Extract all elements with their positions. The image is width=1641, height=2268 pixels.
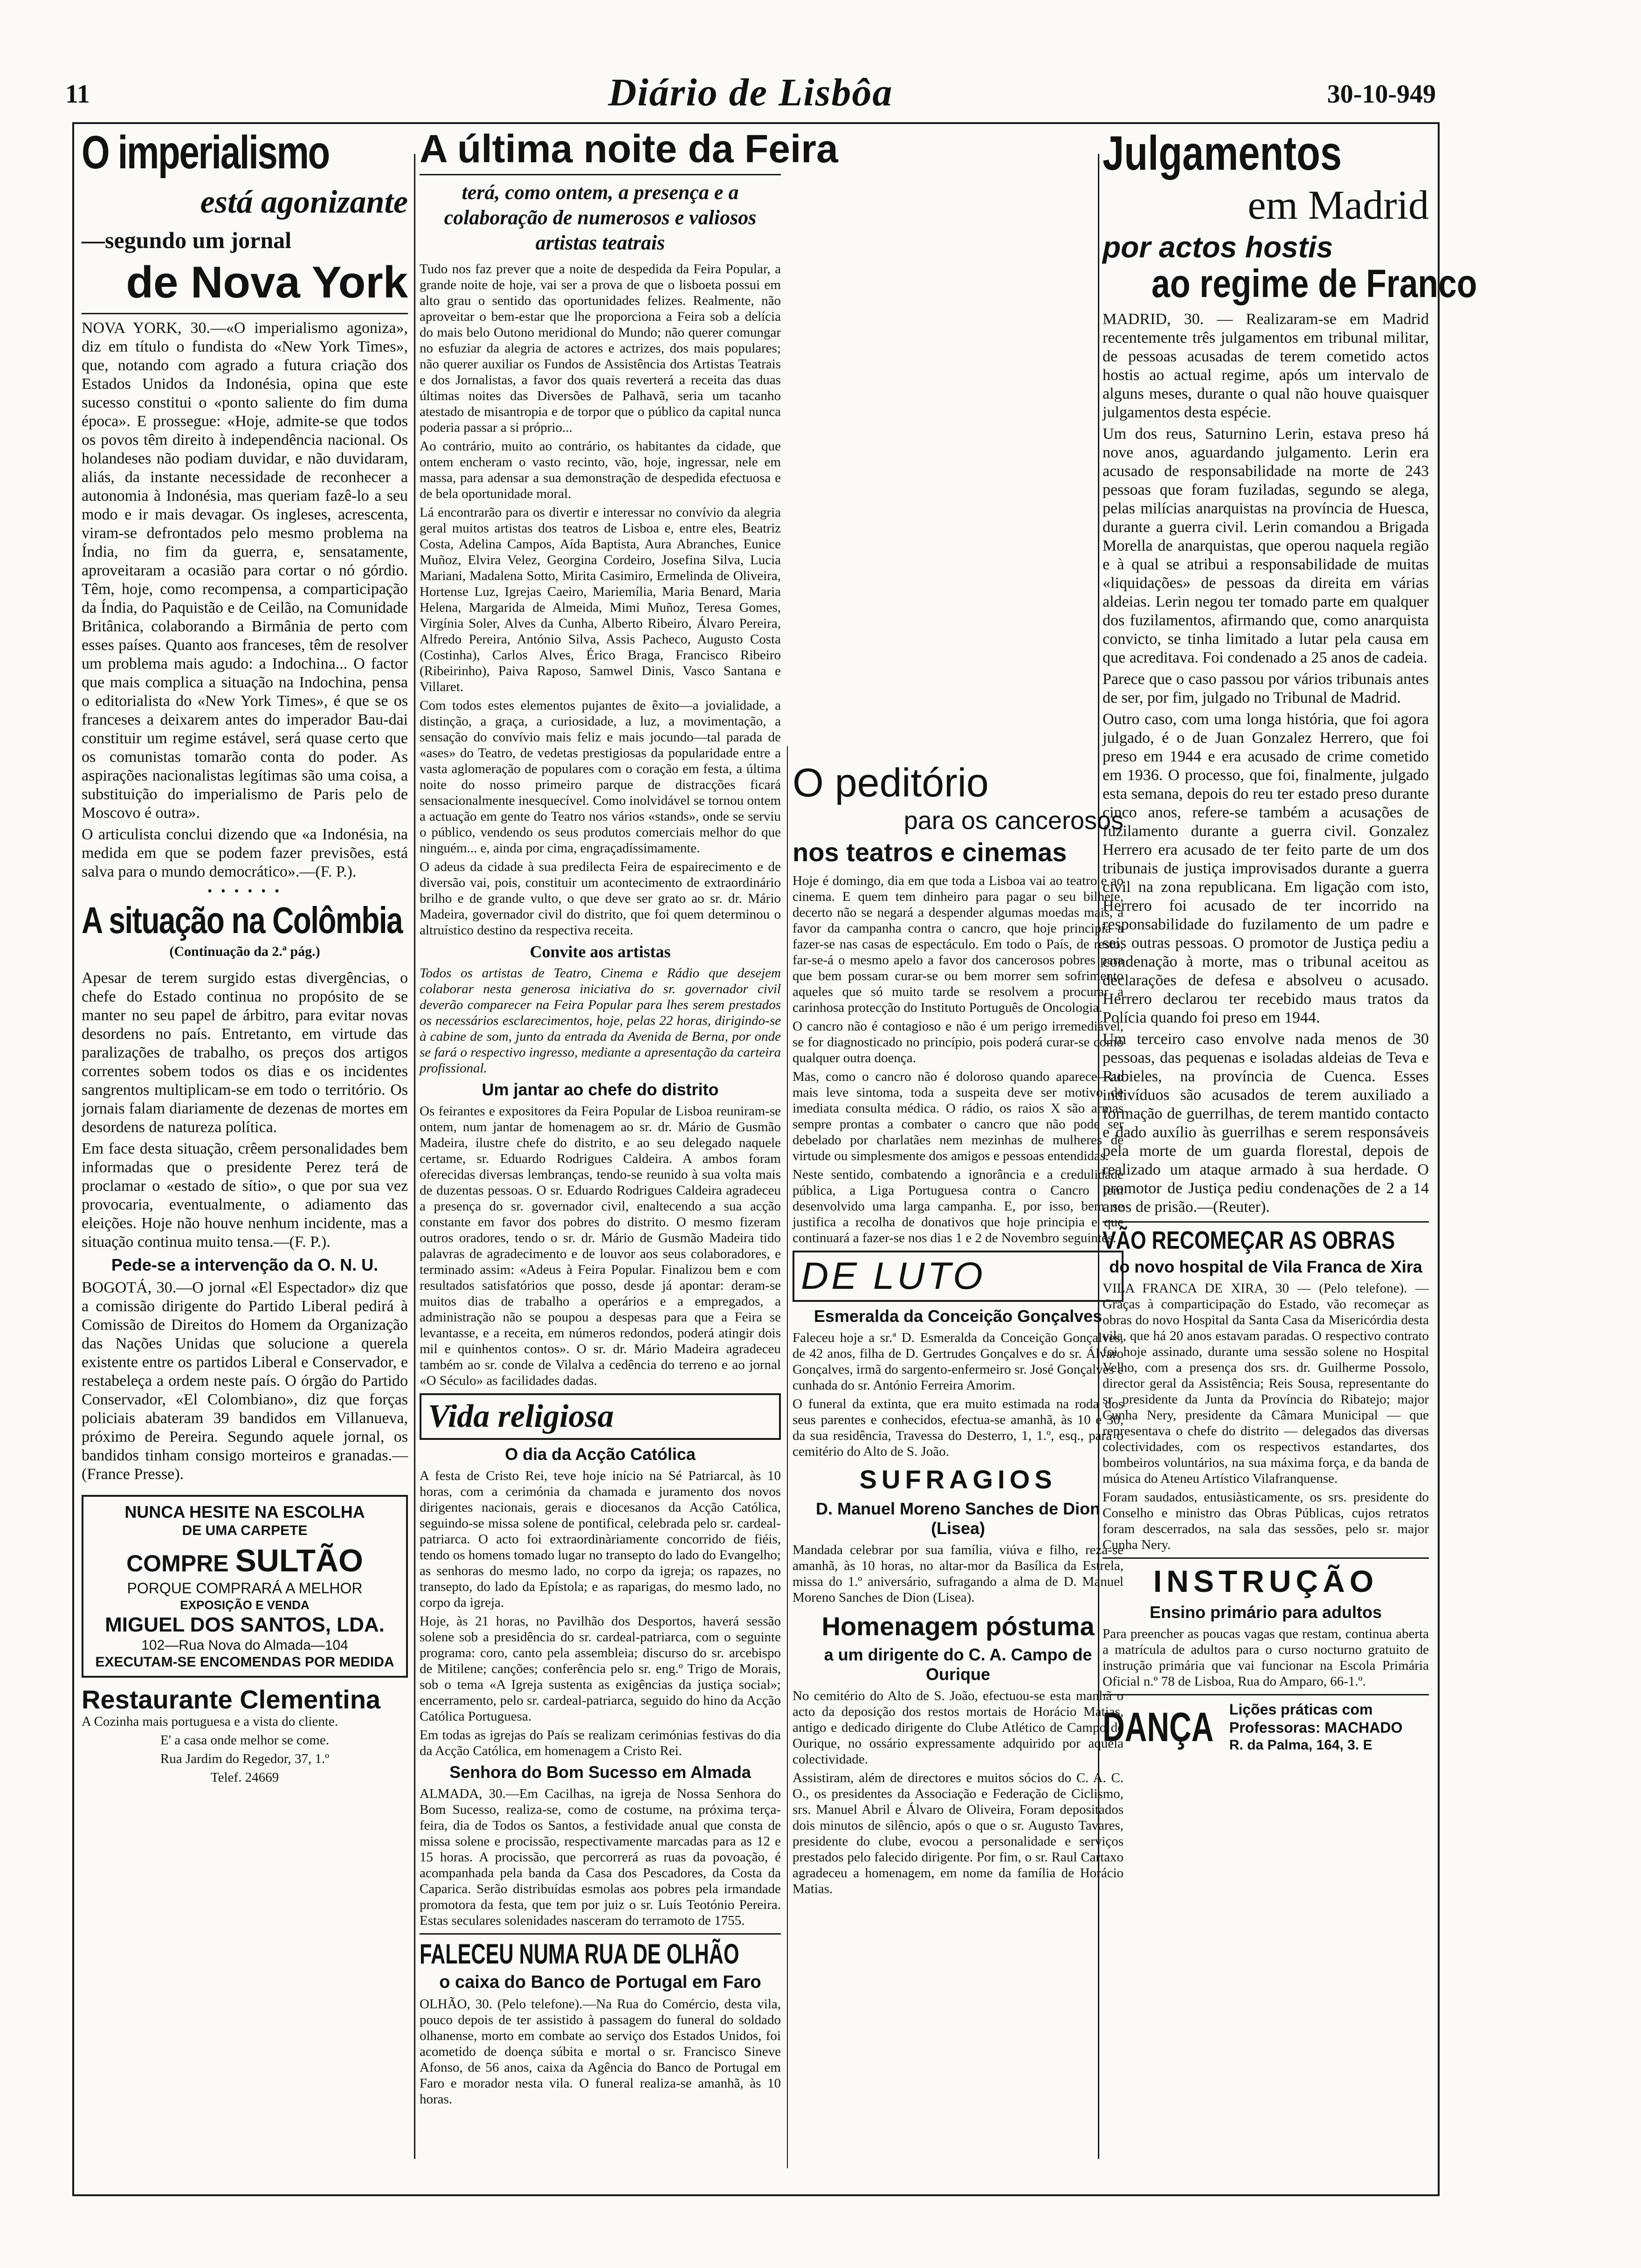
article-paragraph: Neste sentido, combatendo a ignorância e a credulidade pública, a Liga Portuguesa contra o Cancro tem desenvolvido uma larga campanha. E, por isso, bem se justifica a recolha de donativos que hoje principia e que continuará a fazer-se nos dias 1 e 2 de Novembro seguintes. bbox=[793, 1167, 1124, 1245]
masthead bbox=[65, 70, 1436, 112]
divider bbox=[420, 1933, 781, 1935]
column-3 bbox=[793, 755, 1124, 2186]
headline-franco: ao regime de Franco bbox=[1151, 262, 1477, 306]
article-paragraph: Em face desta situação, crêem personalidades bem informadas que o presidente Perez terá de proclamar o «estado de sítio», o que por sua vez provocaria, eventualmente, o adiamento das eleições. Hoje não houve nenhum incidente, mas a situação continua muito tensa.—(F. P.). bbox=[82, 1140, 408, 1251]
divider bbox=[1103, 1557, 1429, 1559]
headline-madrid: em Madrid bbox=[1248, 183, 1429, 228]
article-paragraph: Faleceu hoje a sr.ª D. Esmeralda da Conceição Gonçalves, de 42 anos, filha de D. Gertrudes Gonçalves e do sr. Álvaro Gonçalves, irmã do sargento-enfermeiro sr. José Gonçalves e cunhada do sr. António Ferreira Amorim. bbox=[793, 1330, 1124, 1393]
article-paragraph: MADRID, 30. — Realizaram-se em Madrid recentemente três julgamentos em tribunal militar, de pessoas acusadas de terem cometido actos hostis ao actual regime, após um intervalo de alguns meses, durante o qual não houve quaisquer julgamentos desta espécie. bbox=[1103, 310, 1429, 421]
article-paragraph: O cancro não é contagioso e não é um perigo irremediável, se for diagnosticado no princípio, pois poderá curar-se como qualquer outra doença. bbox=[793, 1018, 1124, 1065]
article-paragraph: Ao contrário, muito ao contrário, os habitantes da cidade, que ontem encheram o vasto recinto, vão, hoje, ingressar, nele em massa, para adensar a sua demonstração de despedida efectuosa e de bela oportunidade moral. bbox=[420, 439, 781, 502]
article-paragraph: Todos os artistas de Teatro, Cinema e Rádio que desejem colaborar nesta generosa iniciativa do sr. governador civil deverão comparecer na Feira Popular para lhes serem prestados os necessários esclarecimentos, hoje, pelas 22 horas, dirigindo-se à cabine de som, junto da entrada da Avenida de Berna, por onde se fará o respectivo ingresso, mediante a apresentação da carteira profissional. bbox=[420, 966, 781, 1076]
article-paragraph: Mandada celebrar por sua família, viúva e filho, reza-se amanhã, às 10 horas, no altar-mor da Basílica da Estrela, missa do 1.º aniversário, sufragando a alma de D. Manuel Moreno Sanches de Dion (Lisea). bbox=[793, 1542, 1124, 1605]
subheading-esmeralda: Esmeralda da Conceição Gonçalves bbox=[814, 1306, 1103, 1326]
divider bbox=[1103, 1221, 1429, 1223]
section-banner-luto bbox=[793, 1251, 1124, 1302]
column-rule bbox=[787, 746, 788, 2168]
headline-nova-york: de Nova York bbox=[126, 257, 408, 307]
divider bbox=[1103, 1694, 1429, 1695]
subheading-instrucao: Ensino primário para adultos bbox=[1149, 1603, 1382, 1622]
advert-clementina bbox=[82, 1686, 408, 1785]
article-paragraph: Apesar de terem surgido estas divergências, o chefe do Estado continua no propósito de se manter no seu papel de árbitro, para evitar novas desordens no país. Entretanto, em virtude das paralizações de trabalho, os preços dos artigos correntes sobem todos os dias e os incidentes sangrentos multiplicam-se em todo o território. Os jornais falam diariamente de dezenas de mortes em desordens de natureza política. bbox=[82, 969, 408, 1136]
article-paragraph: No cemitério do Alto de S. João, efectuou-se esta manhã o acto da deposição dos restos mortais de Horácio Matias, antigo e dedicado dirigente do Clube Atlético de Campo de Ourique, no ossário expressamente adquirido por aquela colectividade. bbox=[793, 1688, 1124, 1767]
subheadline-homenagem: a um dirigente do C. A. Campo de Ourique bbox=[824, 1645, 1092, 1684]
divider bbox=[420, 174, 781, 175]
subheadline-olhao: o caixa do Banco de Portugal em Faro bbox=[439, 1972, 761, 1992]
column-1 bbox=[82, 128, 408, 2186]
headline-olhao: FALECEU NUMA RUA DE OLHÃO bbox=[420, 1938, 739, 1970]
ad-text: EXECUTAM-SE ENCOMENDAS POR MEDIDA bbox=[95, 1654, 394, 1670]
advert-sultao bbox=[82, 1495, 408, 1678]
article-paragraph: Foram saudados, entusiàsticamente, os srs. presidente do Conselho e ministro das Obras Públicas, cujos retratos foram descerrados, na sala das sessões, pelo sr. major Cunha Nery. bbox=[1103, 1490, 1429, 1553]
ad-text: Rua Jardim do Regedor, 37, 1.º bbox=[160, 1751, 330, 1766]
ad-text: Professoras: MACHADO bbox=[1229, 1719, 1403, 1736]
article-paragraph: Um terceiro caso envolve nada menos de 30 pessoas, das pequenas e isoladas aldeias de Teva e Rubieles, na província de Cuenca. Esses indivíduos são acusados de terem auxiliado a formação de guerrilhas, de terem mantido contacto e dado auxílio às guerrilhas e serem responsáveis pela morte de um guarda florestal, depois de realizado um ataque armado à sua herdade. O promotor de Justiça pediu condenações de 2 a 14 anos de prisão.—(Reuter). bbox=[1103, 1030, 1429, 1216]
headline-agonizante: está agonizante bbox=[200, 184, 408, 220]
subheading-sufragios: D. Manuel Moreno Sanches de Dion (Lisea) bbox=[815, 1499, 1101, 1538]
article-paragraph: Parece que o caso passou por vários tribunais antes de ser, por fim, julgado no Tribunal de Madrid. bbox=[1103, 670, 1429, 706]
headline-feira: A última noite da Feira bbox=[420, 127, 838, 171]
headline-colombia: A situação na Colômbia bbox=[82, 899, 402, 941]
article-paragraph: ALMADA, 30.—Em Cacilhas, na igreja de Nossa Senhora do Bom Sucesso, realiza-se, como de costume, na próxima terça-feira, dia de Todos os Santos, a festividade anual que consta de missa solene e procissão, respectivamente marcadas para as 12 e 15 horas. A procissão, que percorrerá as ruas da povoação, é acompanhada pela banda da Casa dos Pescadores, da Costa da Caparica. Serão distribuídas esmolas aos pobres pela irmandade promotora da festa, que tem por juiz o sr. Luís Teotónio Pereira. Estas seculares solenidades nasceram do terramoto de 1755. bbox=[420, 1786, 781, 1929]
headline-homenagem: Homenagem póstuma bbox=[821, 1611, 1095, 1641]
article-paragraph: VILA FRANCA DE XIRA, 30 — (Pelo telefone). — Graças à comparticipação do Estado, vão recomeçar as obras do novo Hospital da Santa Casa da Misericórdia desta vila, que há 20 anos estavam paradas. O respectivo contrato foi hoje assinado, durante uma sessão solene no Hospital Velho, com a presença dos srs. dr. Guilherme Possolo, director geral da Assistência; Reis Sousa, representante do sr. presidente da Junta da Província do Ribatejo; major Cunha Nery, presidente da Câmara Municipal — que representava o chefe do distrito — delegados das diversas colectividades, com os respectivos estandartes, dos bombeiros voluntários, na sua máxima força, e da banda de música do Ateneu Artístico Vilafranquense. bbox=[1103, 1281, 1429, 1487]
article-paragraph: A festa de Cristo Rei, teve hoje início na Sé Patriarcal, às 10 horas, com a cerimónia da chamada e juramento dos novos dirigentes nacionais, gerais e diocesanos da Acção Católica, seguindo-se missa solene de pontifical, celebrada pelo sr. cardeal-patriarca. O acto foi extraordinàriamente concorrido de fiéis, tendo os homens tomado lugar no transepto do lado do Evangelho; as senhoras do mesmo lado, no corpo da igreja; os rapazes, no transepto, do lado da Epístola; e as raparigas, do mesmo lado, no corpo da igreja. bbox=[420, 1468, 781, 1611]
headline-teatros: nos teatros e cinemas bbox=[793, 837, 1067, 867]
ad-text: EXPOSIÇÃO E VENDA bbox=[180, 1597, 310, 1612]
ornament-divider: • • • • • • bbox=[207, 884, 282, 899]
headline-peditorio: O peditório bbox=[793, 761, 989, 805]
subheading-accao: O dia da Acção Católica bbox=[505, 1445, 696, 1464]
article-paragraph: Os feirantes e expositores da Feira Popular de Lisboa reuniram-se ontem, num jantar de homenagem ao sr. dr. Mário de Gusmão Madeira, ilustre chefe do distrito, e ao seu delegado naquele certame, sr. Eduardo Rodrigues Caldeira. A ambos foram oferecidas diversas lembranças, tendo-se reunido à sua volta mais de duzentas pessoas. O sr. Eduardo Rodrigues Caldeira agradeceu a presença do sr. governador civil, enaltecendo a sua acção constante em favor dos pobres do distrito. O mesmo fizeram outros oradores, tendo o sr. dr. Mário de Gusmão Madeira tido palavras de agradecimento e de louvor aos seus colaboradores, e terminado assim: «Adeus à Feira Popular. Finalizou bem e com resultados satisfatórios que posso, desde já apontar: deram-se muitos dias de trabalho a operários e a empregados, a administração não se poupou a despesas para que a Feira se levantasse, e a receita, em números redondos, poderá atingir dois mil e quinhentos contos». O sr. dr. Mário Madeira agradeceu também ao sr. conde de Vilalva a cedência do terreno e ao jornal «O Século» as facilidades dadas. bbox=[420, 1104, 781, 1389]
column-rule bbox=[414, 154, 415, 2159]
page-number: 11 bbox=[65, 80, 90, 109]
article-paragraph: Mas, como o cancro não é doloroso quando aparece—ao mais leve sintoma, toda a suspeita deve ser motivo de imediata consulta médica. O rádio, os raios X são armas sempre prontas a combater o cancro que não pode ser debelado por charlatães nem mezinhas de mulheres de virtude ou simplesmente dos amigos e pessoas entendidas. bbox=[793, 1069, 1124, 1163]
article-paragraph: O adeus da cidade à sua predilecta Feira de espairecimento e de diversão vai, pois, constituir um acontecimento de extraordinário brilho e de grande vulto, o que deve ser grato ao sr. dr. Mário Madeira, governador civil do distrito, que foi quem determinou o altruístico destino da respectiva receita. bbox=[420, 859, 781, 938]
article-paragraph: Para preencher as poucas vagas que restam, continua aberta a matrícula de adultos para o curso nocturno gratuito de instrução primária que vai funcionar na Escola Primária Oficial n.º 78 de Lisboa, Rua do Amparo, 66-1.º. bbox=[1103, 1626, 1429, 1689]
subheading-onu: Pede-se a intervenção da O. N. U. bbox=[111, 1255, 379, 1274]
article-paragraph: Em todas as igrejas do País se realizam cerimónias festivas do dia da Acção Católica, em homenagem a Cristo Rei. bbox=[420, 1728, 781, 1759]
ad-text: Lições práticas com bbox=[1229, 1701, 1373, 1718]
headline-segundo: —segundo um jornal bbox=[82, 227, 292, 253]
article-paragraph: O articulista conclui dizendo que «a Indonésia, na medida em que se podem fazer previsões, está salva para o mundo democrático».—(F. P.). bbox=[82, 825, 408, 880]
ad-text: MIGUEL DOS SANTOS, LDA. bbox=[105, 1613, 385, 1636]
headline-actos: por actos hostis bbox=[1103, 230, 1333, 264]
ad-text: PORQUE COMPRARÁ A MELHOR bbox=[127, 1579, 363, 1597]
ad-text: DE UMA CARPETE bbox=[182, 1522, 308, 1538]
headline-julgamentos: Julgamentos bbox=[1103, 126, 1342, 180]
ad-text: NUNCA HESITE NA ESCOLHA bbox=[124, 1502, 365, 1521]
divider bbox=[82, 313, 408, 314]
article-paragraph: Lá encontrarão para os divertir e interessar no convívio da alegria geral muitos artistas dos teatros de Lisboa e, entre eles, Beatriz Costa, Adelina Campos, Aída Baptista, Aura Abranches, Eunice Muñoz, Elvira Velez, Georgina Cordeiro, Josefina Silva, Lucia Mariani, Madalena Sotto, Mirita Casimiro, Ermelinda de Oliveira, Hortense Luz, Igrejas Caeiro, Mariemília, Maria Benard, Maria Helena, Margarida de Almeida, Mimi Muñoz, Teresa Gomes, Virgínia Soler, Alves da Cunha, Alberto Ribeiro, Álvaro Pereira, Alfredo Pereira, António Silva, Assis Pacheco, Augusto Costa (Costinha), Carlos Alves, Érico Braga, Francisco Ribeiro (Ribeirinho), Paiva Raposo, Samwel Dinis, Vasco Santana e Villaret. bbox=[420, 505, 781, 695]
ad-text: Telef. 24669 bbox=[210, 1770, 279, 1785]
ad-text: A Cozinha mais portuguesa e a vista do cliente. bbox=[82, 1714, 338, 1729]
ad-brand: SULTÃO bbox=[235, 1542, 363, 1578]
subheadline-obras: do novo hospital de Vila Franca de Xira bbox=[1109, 1257, 1422, 1277]
ad-title: Restaurante Clementina bbox=[82, 1684, 381, 1714]
subheading-almada: Senhora do Bom Sucesso em Almada bbox=[449, 1763, 751, 1782]
subheading-jantar: Um jantar ao chefe do distrito bbox=[482, 1080, 719, 1099]
advert-danca bbox=[1103, 1700, 1429, 1754]
article-paragraph: Outro caso, com uma longa história, que foi agora julgado, é o de Juan Gonzalez Herrero, que foi preso em 1944 e era acusado de crime cometido em 1936. O processo, que foi, finalmente, julgado esta semana, depois do reu ter estado preso durante cinco anos, refere-se também a acusações de fuzilamento durante a guerra civil. Gonzalez Herrero era acusado de ter feito parte de um dos tribunais de justiça improvisados durante a guerra civil na zona republicana. Em ligação com isto, Herrero foi acusado de ter incorrido na responsabilidade do fuzilamento de um padre e seis outras pessoas. O promotor de Justiça pediu a condenação à morte, mas o tribunal aceitou as declarações de defesa e absolveu o acusado. Herrero declarou ter recebido maus tratos da Polícia quando foi preso em 1944. bbox=[1103, 710, 1429, 1026]
article-paragraph: Um dos reus, Saturnino Lerin, estava preso há nove anos, aguardando julgamento. Lerin era acusado de responsabilidade na morte de 243 pessoas que foram fuziladas, segundo se alega, pelas milícias anarquistas na província de Huesca, durante a guerra civil. Lerin comandou a Brigada Morella de anarquistas, que operou naquela região e à qual se atribui a responsabilidade de muitas «liquidações» de pessoas da direita em várias aldeias. Lerin negou ter tomado parte em qualquer dos fuzilamentos, afirmando que, como anarquista convicto, se tinha limitado a lutar pela causa em que acreditava. Foi condenado a 25 anos de cadeia. bbox=[1103, 425, 1429, 666]
subheadline-feira: terá, como ontem, a presença e a colaboração de numerosos e valiosos artistas teatrais bbox=[444, 181, 757, 255]
subheading-convite: Convite aos artistas bbox=[530, 942, 671, 961]
article-paragraph: OLHÃO, 30. (Pelo telefone).—Na Rua do Comércio, desta vila, pouco depois de ter assistido à passagem do funeral do soldado olhanense, morto em combate ao serviço dos Estados Unidos, foi acometido de doença súbita e mortal o sr. Francisco Sineve Afonso, de 56 anos, caixa da Agência do Banco de Portugal em Faro e morador nesta vila. O funeral realiza-se amanhã, às 10 horas. bbox=[420, 1997, 781, 2107]
article-paragraph: Tudo nos faz prever que a noite de despedida da Feira Popular, a grande noite de hoje, vai ser a prova de que o lisboeta possui em alto grau o sentido das oportunidades felizes. Realmente, não aproveitar o bem-estar que lhe proporciona a Feira sob a delícia do mais belo Outono meridional do Mundo; não querer comungar no esfuziar da alegria de actores e actrizes, dos mais populares; não querer auxiliar os Fundos de Assistência dos Artistas Teatrais e dos Jornalistas, a favor dos quais reverterá a receita das duas últimas noites das Diversões de Palhavã, seria um tacanho atestado de misantropia e de torpor que o público da capital nunca poderia passar a si próprio... bbox=[420, 262, 781, 436]
ad-text: E' a casa onde melhor se come. bbox=[160, 1732, 329, 1748]
section-title-sufragios: SUFRAGIOS bbox=[859, 1464, 1057, 1494]
article-paragraph: Com todos estes elementos pujantes de êxito—a jovialidade, a distinção, a graça, a curiosidade, a luz, a movimentação, a sensação do convívio mais feliz e mais jocundo—tal parada de «ases» do Teatro, de vedetas prestigiosas da popularidade entre a vasta aglomeração de populares com o coração em festa, a última noite do nosso primeiro parque de distracções ficará sensacionalmente inesquecível. Como inolvidável se tornou ontem a actuação em gente do Teatro nos vários «stands», onde se serviu o público, vendendo os seus produtos comerciais melhor do que ninguém... e, ainda por cima, engraçadíssimamente. bbox=[420, 698, 781, 856]
headline-obras: VÃO RECOMEÇAR AS OBRAS bbox=[1103, 1226, 1395, 1254]
issue-date: 30-10-949 bbox=[1327, 80, 1436, 109]
ad-title: DANÇA bbox=[1103, 1704, 1214, 1750]
headline-imperialismo: O imperialismo bbox=[82, 126, 329, 179]
article-paragraph: BOGOTÁ, 30.—O jornal «El Espectador» diz que a comissão dirigente do Partido Liberal pedirá à Comissão de Direitos do Homem da Organização das Nações Unidas que solucione a querela existente entre os partidos Liberal e Conservador, e restabeleça a ordem neste país. O órgão do Partido Conservador, «El Colombiano», diz que forças policiais abateram 39 bandidos em Villanueva, próximo de Pereira. Segundo aquele jornal, os bandidos tinham consigo morteiros e granadas.—(France Presse). bbox=[82, 1279, 408, 1483]
article-paragraph: Hoje é domingo, dia em que toda a Lisboa vai ao teatro e ao cinema. E quem tem dinheiro para pagar o seu bilhete, decerto não se negará a despender algumas moedas mais, a favor da campanha contra o cancro, que hoje principia a fazer-se nas casas de espectáculo. Em todo o País, de resto, far-se-á o mesmo apelo a favor dos cancerosos pobres para que bem possam curar-se ou bem morrer sem sofrimento aqueles que só muito tarde se resolvem a procurar a carinhosa protecção do Instituto Português de Oncologia. bbox=[793, 873, 1124, 1015]
article-paragraph: Hoje, às 21 horas, no Pavilhão dos Desportos, haverá sessão solene sob a presidência do sr. cardeal-patriarca, com o seguinte programa: coro, canto pela assembleia; discurso do sr. arcebispo de Mitilene; canções; conferência pelo sr. eng.º Trigo de Morais, sob o tema «A Igreja sustenta as exigências da justiça social»; encerramento, pelo sr. cardeal-patriarca, seguido do hino da Acção Católica Portuguesa. bbox=[420, 1614, 781, 1724]
ad-text: R. da Palma, 164, 3. E bbox=[1229, 1737, 1372, 1753]
article-paragraph: Assistiram, além de directores e muitos sócios do C. A. C. O., os presidentes da Associação e Federação de Ciclismo, srs. Manuel Abril e Álvaro de Oliveira, Foram depositados dois minutos de silêncio, após o que o sr. Augusto Tavares, presidente do clube, evocou a personalidade e serviços prestados pelo falecido dirigente. Por fim, o sr. Raul Cartaxo agradeceu a homenagem, em nome da família de Horácio Matias. bbox=[793, 1770, 1124, 1896]
column-2 bbox=[420, 127, 838, 2186]
subheadline-peditorio: para os cancerosos bbox=[903, 807, 1124, 835]
ad-text: COMPRE bbox=[126, 1550, 229, 1577]
newspaper-name: Diário de Lisbôa bbox=[608, 71, 893, 114]
article-paragraph: NOVA YORK, 30.—«O imperialismo agoniza», diz em título o fundista do «New York Times», que, notando com agrado a futura criação dos Estados Unidos da Indonésia, opina que este sucesso constitui o «ponto saliente do fim duma época». E prossegue: «Hoje, admite-se que todos os povos têm direito à independência nacional. Os holandeses não podiam duvidar, e não duvidaram, aliás, da instante necessidade de reconhecer a autonomia à Indonésia, mas queriam fazê-lo a seu modo e ir mais devagar. Os ingleses, acrescenta, viram-se defrontados pelo mesmo problema na Índia, no fim da guerra, e, sensatamente, aproveitaram a ocasião para cortar o nó górdio. Têm, hoje, como recompensa, a comparticipação da Índia, do Paquistão e de Ceilão, na Comunidade Britânica, colaborando a Birmânia de perto com esses países. Quanto aos franceses, têm de resolver um problema mais agudo: a Indochina... O factor que mais complica a situação na Indochina, pensa o editorialista do «New York Times», é que se os franceses a deixarem antes do imperador Bau-dai constituir um regime estável, será quase certo que os comunistas tomarão conta do poder. As aspirações nacionalistas legítimas são uma coisa, a substituição do imperialismo de Paris pelo de Moscovo é outra». bbox=[82, 319, 408, 822]
continuation-note: (Continuação da 2.ª pág.) bbox=[169, 943, 320, 959]
ad-text: 102—Rua Nova do Almada—104 bbox=[141, 1637, 348, 1653]
article-paragraph: O funeral da extinta, que era muito estimada na roda dos seus parentes e conhecidos, efectua-se amanhã, às 10 e 30, da sua residência, Travessa do Desterro, 1, 1.º, esq., para o cemitério do Alto de S. João. bbox=[793, 1396, 1124, 1459]
column-4 bbox=[1103, 126, 1477, 2186]
section-title: Vida religiosa bbox=[428, 1398, 614, 1435]
section-title: DE LUTO bbox=[801, 1254, 986, 1297]
section-title-instrucao: INSTRUÇÃO bbox=[1153, 1564, 1379, 1599]
section-banner-vida bbox=[420, 1393, 781, 1440]
